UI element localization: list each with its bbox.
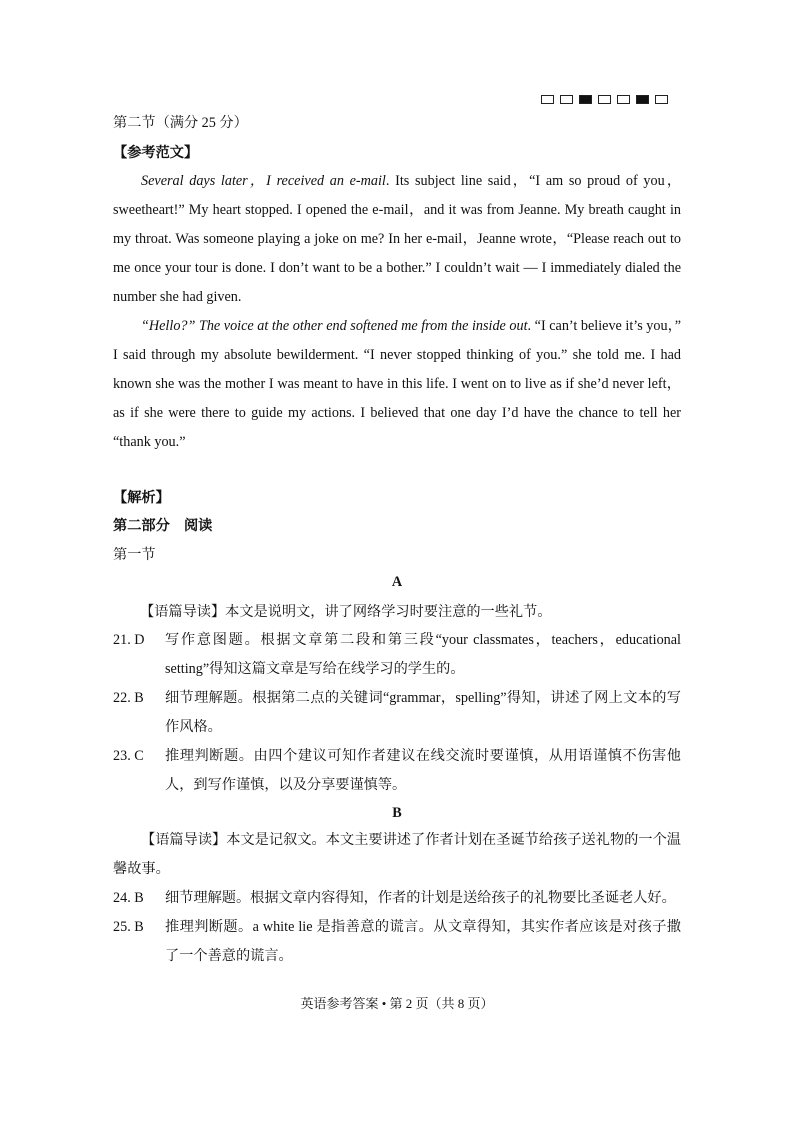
passage-a-guide [140, 602, 551, 622]
part2-title: 第二部分 阅读 [113, 518, 213, 534]
question-item-23 [113, 742, 681, 800]
essay-paragraph-1 [113, 167, 681, 312]
passage-a-letter: A [391, 574, 403, 590]
essay-paragraph-2 [113, 312, 681, 457]
essay-p2-lead: “Hello?” The voice at the other end softened me from the inside out [141, 318, 528, 334]
analysis-label: 【解析】 [113, 490, 170, 506]
question-number: 24. B [113, 890, 144, 906]
question-explanation: 写作意图题。根据文章第二段和第三段“your classmates，teachers，educational setting”得知这篇文章是写给在线学习的学生的。 [165, 632, 681, 677]
question-number: 21. D [113, 632, 145, 648]
essay-p2-body: . “I can’t believe it’s you，” I said through my absolute bewilderment. “I never stopped thinking of you.” she told me. I had known she was the mother I was meant to have in this life. I went on to live as if she’d never left，as if she were there to guide my actions. I believed that one day I’d have the chance to tell her “thank you.” [113, 318, 681, 450]
header-mark-empty [560, 95, 573, 104]
reference-label: 【参考范文】 [113, 145, 199, 161]
question-item-21 [113, 626, 681, 684]
question-item-24 [113, 884, 681, 913]
passage-b-guide-label: 【语篇导读】 [141, 832, 227, 848]
essay-p1-body: . Its subject line said，“I am so proud of you，sweetheart!” My heart stopped. I opened the e-mail，and it was from Jeanne. My breath caught in my throat. Was someone playing a joke on me? In her e-mail，Jeanne wrote，“Please reach out to me once your tour is done. I don’t want to be a bother.” I couldn’t wait — I immediately dialed the number she had given. [113, 173, 682, 305]
header-mark-empty [655, 95, 668, 104]
question-number: 23. C [113, 748, 144, 764]
section2-title: 第二节（满分 25 分） [113, 115, 248, 131]
header-mark-empty [541, 95, 554, 104]
question-explanation: 细节理解题。根据文章内容得知，作者的计划是送给孩子的礼物要比圣诞老人好。 [165, 890, 676, 906]
question-item-25 [113, 913, 681, 971]
question-explanation: 细节理解题。根据第二点的关键词“grammar，spelling”得知，讲述了网上文本的写作风格。 [165, 690, 681, 735]
passage-a-guide-text: 本文是说明文，讲了网络学习时要注意的一些礼节。 [225, 604, 552, 620]
passage-b-guide-text: 本文是记叙文。本文主要讲述了作者计划在圣诞节给孩子送礼物的一个温馨故事。 [113, 832, 681, 877]
question-explanation: 推理判断题。由四个建议可知作者建议在线交流时要谨慎，从用语谨慎不伤害他人，到写作谨慎，以及分享要谨慎等。 [165, 748, 681, 793]
header-mark-empty [617, 95, 630, 104]
passage-b-letter: B [392, 805, 402, 821]
header-marks [541, 95, 668, 104]
question-explanation: 推理判断题。a white lie 是指善意的谎言。从文章得知，其实作者应该是对孩子撒了一个善意的谎言。 [165, 919, 681, 964]
page-footer: 英语参考答案 • 第 2 页（共 8 页） [300, 996, 494, 1011]
header-mark-filled [579, 95, 592, 104]
section1-title: 第一节 [113, 547, 156, 563]
header-mark-filled [636, 95, 649, 104]
question-item-22 [113, 684, 681, 742]
passage-a-guide-label: 【语篇导读】 [140, 604, 226, 620]
passage-b-guide [113, 826, 681, 884]
question-number: 22. B [113, 690, 144, 706]
essay-p1-lead: Several days later，I received an e-mail [141, 173, 386, 189]
question-number: 25. B [113, 919, 144, 935]
header-mark-empty [598, 95, 611, 104]
